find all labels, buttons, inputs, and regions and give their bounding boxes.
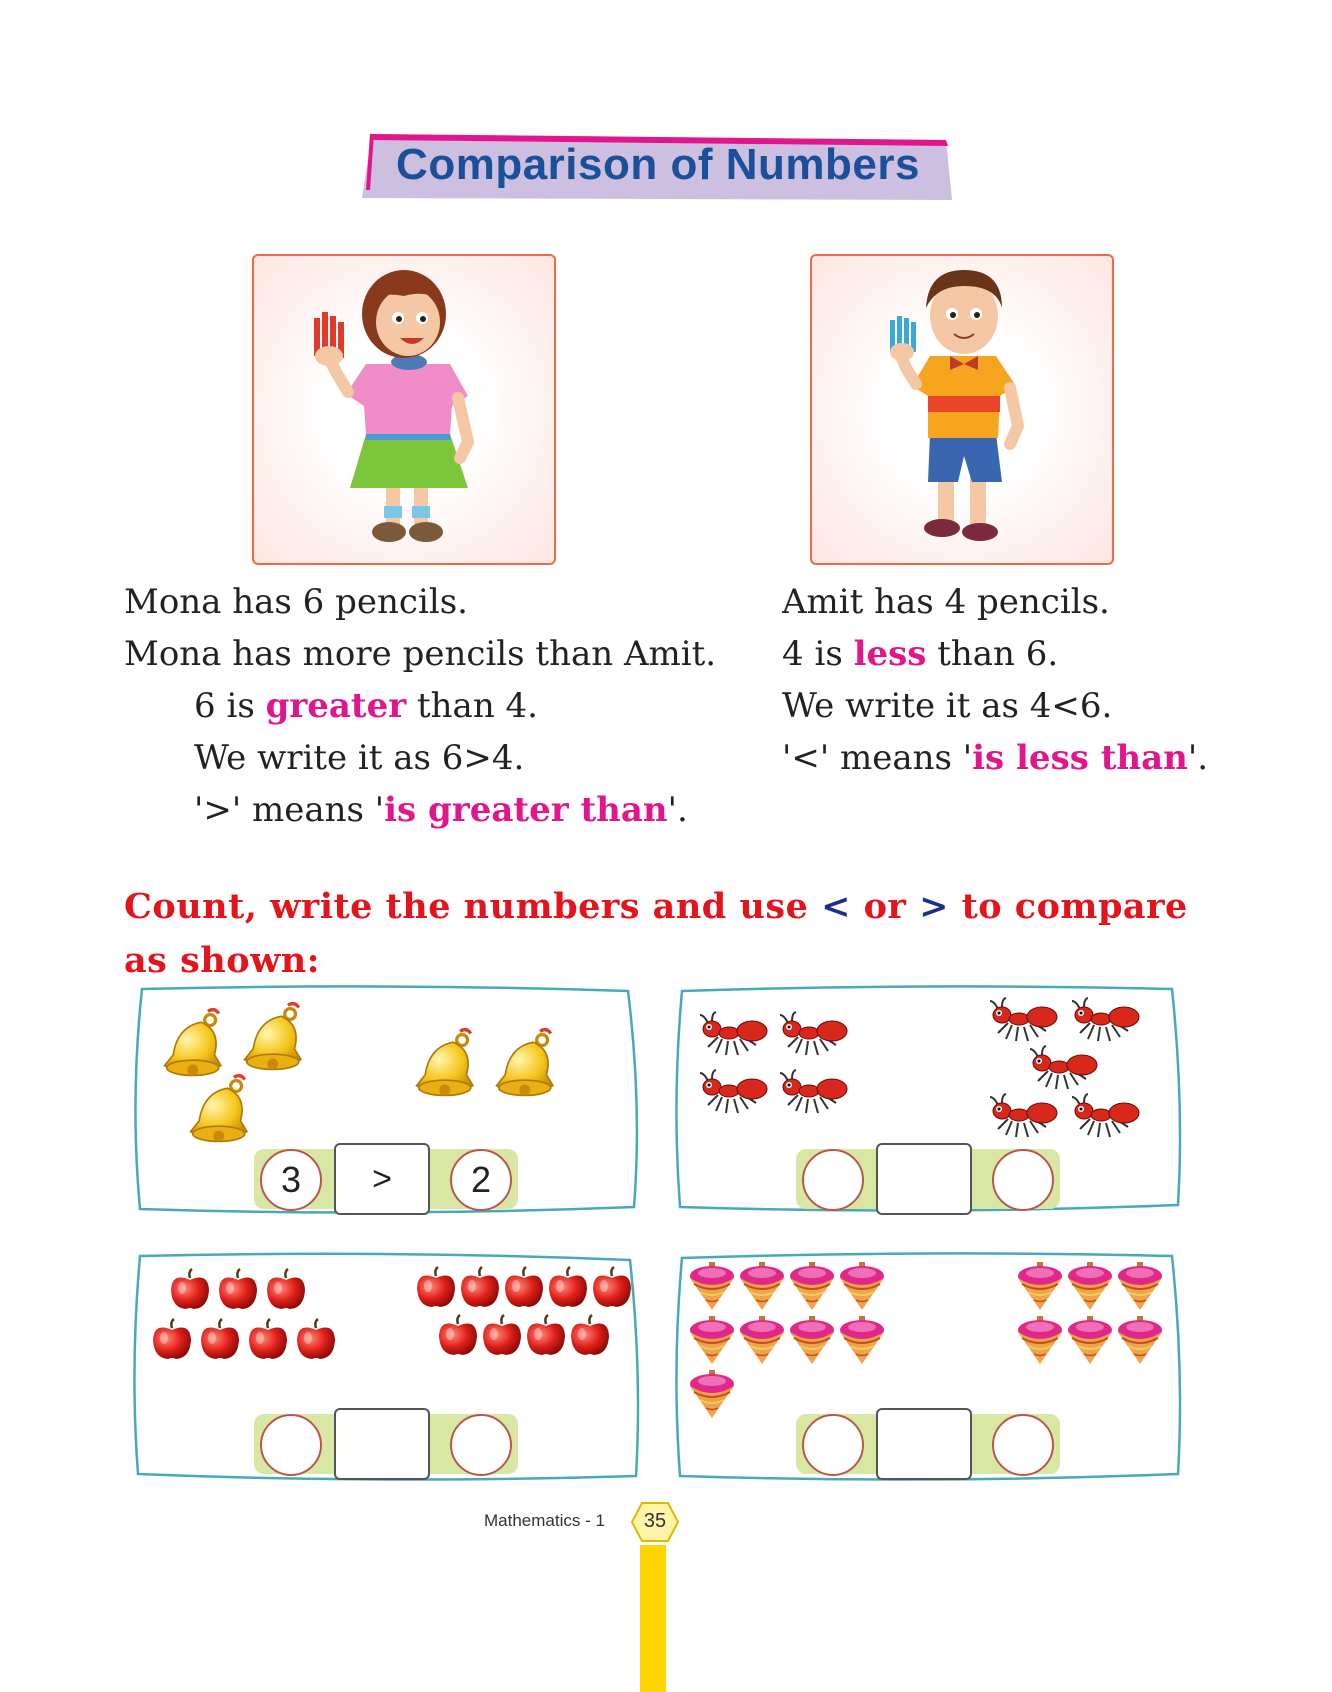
greater-than-symbol: > xyxy=(919,886,949,927)
apple-icon xyxy=(294,1318,338,1362)
apple-icon xyxy=(198,1318,242,1362)
spinning-top-icon xyxy=(838,1262,886,1312)
instruction-or: or xyxy=(850,886,920,927)
less-than-symbol: < xyxy=(821,886,851,927)
instruction-part-2: to compare as shown: xyxy=(124,886,1188,981)
apple-icon xyxy=(568,1314,612,1358)
spinning-top-icon xyxy=(738,1316,786,1366)
symbol-box[interactable]: > xyxy=(334,1143,430,1215)
right-count-circle[interactable]: 2 xyxy=(450,1149,512,1211)
apple-icon xyxy=(546,1266,590,1310)
apple-icon xyxy=(502,1266,546,1310)
apple-icon xyxy=(590,1266,634,1310)
page-number: 35 xyxy=(643,1510,667,1532)
answer-row xyxy=(254,1143,518,1213)
instruction-heading xyxy=(124,880,1194,988)
spinning-top-icon xyxy=(1066,1262,1114,1312)
exercise-bells xyxy=(128,985,644,1221)
spinning-top-icon xyxy=(1016,1316,1064,1366)
right-count-circle[interactable] xyxy=(992,1414,1054,1476)
mona-compare-suffix: than 4. xyxy=(406,686,538,726)
apple-icon xyxy=(524,1314,568,1358)
spinning-top-icon xyxy=(838,1316,886,1366)
boy-illustration xyxy=(812,256,1112,563)
footer-book-title: Mathematics - 1 xyxy=(484,1511,605,1530)
left-count-circle[interactable] xyxy=(802,1149,864,1211)
spinning-top-icon xyxy=(1116,1316,1164,1366)
amit-story xyxy=(782,576,1208,784)
mona-story xyxy=(124,576,716,836)
answer-row xyxy=(796,1408,1060,1478)
amit-means-suffix: '. xyxy=(1187,738,1209,778)
ant-icon xyxy=(988,997,1058,1043)
right-count-circle[interactable] xyxy=(450,1414,512,1476)
mona-compare-prefix: 6 is xyxy=(194,686,266,726)
footer-bar xyxy=(640,1545,666,1692)
symbol-box[interactable] xyxy=(876,1143,972,1215)
title-banner xyxy=(358,130,956,208)
mona-means-prefix: '>' means ' xyxy=(194,790,385,830)
page-title: Comparison of Numbers xyxy=(396,140,920,189)
spinning-top-icon xyxy=(788,1262,836,1312)
amit-compare-suffix: than 6. xyxy=(926,634,1059,674)
amit-compare-line xyxy=(782,628,1208,680)
spinning-top-icon xyxy=(1016,1262,1064,1312)
instruction-part-1: Count, write the numbers and use xyxy=(124,886,822,927)
left-count-circle[interactable] xyxy=(260,1414,322,1476)
bell-icon xyxy=(238,1001,314,1077)
ant-icon xyxy=(778,1011,848,1057)
bell-icon xyxy=(410,1027,486,1103)
apple-icon xyxy=(216,1268,260,1312)
mona-compare-word: greater xyxy=(265,686,407,726)
amit-line-1: Amit has 4 pencils. xyxy=(782,582,1110,622)
ant-icon xyxy=(698,1069,768,1115)
exercise-tops xyxy=(670,1252,1186,1488)
answer-row xyxy=(796,1143,1060,1213)
amit-picture xyxy=(810,254,1114,565)
amit-compare-prefix: 4 is xyxy=(782,634,854,674)
mona-line-2: Mona has more pencils than Amit. xyxy=(124,634,717,674)
spinning-top-icon xyxy=(788,1316,836,1366)
answer-row xyxy=(254,1408,518,1478)
amit-means-line xyxy=(782,732,1208,784)
amit-means-prefix: '<' means ' xyxy=(782,738,973,778)
left-count-circle[interactable]: 3 xyxy=(260,1149,322,1211)
bell-icon xyxy=(158,1007,234,1083)
apple-icon xyxy=(480,1314,524,1358)
ant-icon xyxy=(698,1011,768,1057)
amit-means-word: is less than xyxy=(972,738,1188,778)
mona-means-word: is greater than xyxy=(384,790,668,830)
mona-line-1: Mona has 6 pencils. xyxy=(124,582,468,622)
bell-icon xyxy=(490,1027,566,1103)
ant-icon xyxy=(1070,1093,1140,1139)
amit-write-line: We write it as 4<6. xyxy=(782,686,1113,726)
apple-icon xyxy=(458,1266,502,1310)
spinning-top-icon xyxy=(688,1316,736,1366)
mona-write-line: We write it as 6>4. xyxy=(194,738,525,778)
spinning-top-icon xyxy=(1066,1316,1114,1366)
exercise-apples xyxy=(128,1252,644,1488)
spinning-top-icon xyxy=(688,1262,736,1312)
apple-icon xyxy=(436,1314,480,1358)
spinning-top-icon xyxy=(688,1370,736,1420)
symbol-box[interactable] xyxy=(334,1408,430,1480)
left-count-circle[interactable] xyxy=(802,1414,864,1476)
apple-icon xyxy=(246,1318,290,1362)
mona-means-suffix: '. xyxy=(667,790,688,830)
girl-illustration xyxy=(254,256,554,563)
mona-compare-line xyxy=(124,680,716,732)
apple-icon xyxy=(150,1318,194,1362)
mona-picture xyxy=(252,254,556,565)
spinning-top-icon xyxy=(738,1262,786,1312)
apple-icon xyxy=(414,1266,458,1310)
ant-icon xyxy=(1028,1045,1098,1091)
bell-icon xyxy=(184,1073,260,1149)
ant-icon xyxy=(988,1093,1058,1139)
right-count-circle[interactable] xyxy=(992,1149,1054,1211)
exercise-ants xyxy=(670,985,1186,1221)
mona-means-line xyxy=(124,784,716,836)
apple-icon xyxy=(168,1268,212,1312)
spinning-top-icon xyxy=(1116,1262,1164,1312)
ant-icon xyxy=(1070,997,1140,1043)
symbol-box[interactable] xyxy=(876,1408,972,1480)
ant-icon xyxy=(778,1069,848,1115)
amit-compare-word: less xyxy=(853,634,927,674)
apple-icon xyxy=(264,1268,308,1312)
